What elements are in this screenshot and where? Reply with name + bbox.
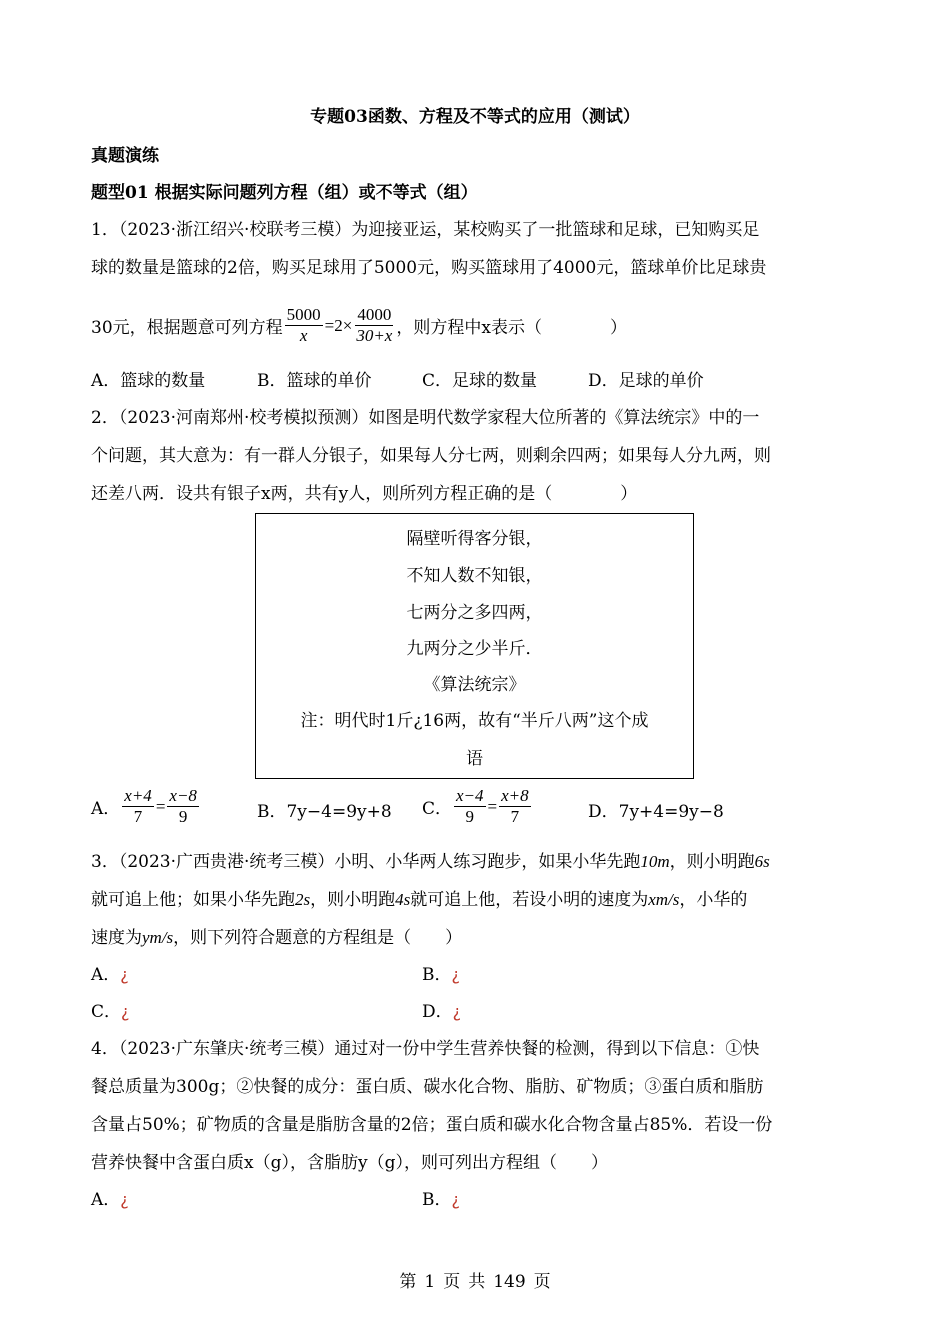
q3-line-2-c: 就可追上他，若设小明的速度为 <box>410 890 649 910</box>
q3-option-b[interactable] <box>422 960 460 985</box>
q1-line-3-prefix: 30元，根据题意可列方程 <box>91 318 283 338</box>
q2-option-c-label: C． <box>422 799 453 819</box>
poem-line-1: 隔壁听得客分银， <box>406 529 543 549</box>
q2-c-equals: = <box>487 796 498 816</box>
q3-option-d[interactable] <box>422 997 461 1022</box>
q3-line-1 <box>91 847 770 872</box>
q2-a-frac1-den: 7 <box>133 807 143 826</box>
poem-note: 注：明代时1斤¿16两，故有“半斤八两”这个成 <box>300 711 649 731</box>
page-footer <box>0 1267 950 1292</box>
q1-fraction-2 <box>354 305 394 346</box>
q1-fraction-1 <box>285 305 323 346</box>
q1-line-3-suffix: ，则方程中x表示（ ） <box>396 318 627 338</box>
poem-line-2: 不知人数不知银， <box>406 566 543 586</box>
q4-option-a[interactable] <box>91 1185 129 1210</box>
q2-line-2: 个问题，其大意为：有一群人分银子，如果每人分七两，则剩余四两；如果每人分九两，则 <box>91 446 771 466</box>
q3-option-a-placeholder: ¿ <box>120 965 129 984</box>
q3-line-2-math-3: xm/s <box>648 890 680 909</box>
q2-option-a[interactable] <box>91 786 201 827</box>
footer-ye-2: 页 <box>533 1272 551 1292</box>
footer-gong: 共 <box>468 1272 486 1292</box>
question-type-heading: 题型01 根据实际问题列方程（组）或不等式（组） <box>91 183 478 203</box>
q2-c-fraction-1 <box>454 786 486 827</box>
q3-line-3-math: ym/s <box>142 928 174 947</box>
q1-option-b[interactable]: B．篮球的单价 <box>257 371 372 391</box>
q1-line-2: 球的数量是篮球的2倍，购买足球用了5000元，购买篮球用了4000元，篮球单价比足球贵 <box>91 258 767 278</box>
q2-a-frac2-den: 9 <box>178 807 188 826</box>
q3-option-c[interactable] <box>91 997 130 1022</box>
q2-line-3: 还差八两．设共有银子x两，共有y人，则所列方程正确的是（ ） <box>91 484 638 504</box>
q3-line-3 <box>91 923 462 948</box>
q1-frac1-denominator: x <box>299 326 308 345</box>
q2-a-fraction-1 <box>122 786 154 827</box>
q4-option-b-label: B． <box>422 1190 452 1210</box>
q2-c-frac2-den: 7 <box>510 807 520 826</box>
q3-line-2-d: ，小华的 <box>679 890 748 910</box>
q2-a-equals: = <box>155 796 166 816</box>
q1-line-3 <box>91 305 627 346</box>
q1-equation-middle: =2× <box>324 315 353 335</box>
q3-line-2 <box>91 885 747 910</box>
q2-c-fraction-2 <box>499 786 531 827</box>
poem-source: 《算法统宗》 <box>423 675 526 695</box>
q1-frac2-numerator: 4000 <box>357 305 392 324</box>
footer-total-pages: 149 <box>493 1272 526 1292</box>
q3-option-b-placeholder: ¿ <box>451 965 460 984</box>
q1-option-a[interactable]: A．篮球的数量 <box>91 371 206 391</box>
q3-option-d-label: D． <box>422 1002 453 1022</box>
poem-line-4: 九两分之少半斤． <box>406 639 543 659</box>
q2-option-d[interactable]: D．7y+4=9y−8 <box>588 802 724 822</box>
q3-line-2-b: ，则小明跑 <box>310 890 396 910</box>
q3-option-a-label: A． <box>91 965 121 985</box>
q4-option-b[interactable] <box>422 1185 460 1210</box>
q3-line-3-a: 速度为 <box>91 928 142 948</box>
q2-a-frac1-num: x+4 <box>124 786 152 805</box>
poem-line-3: 七两分之多四两， <box>406 603 543 623</box>
q2-option-a-label: A． <box>91 799 121 819</box>
q4-option-b-placeholder: ¿ <box>451 1190 460 1209</box>
poem-box <box>255 513 694 779</box>
q4-line-3: 含量占50%；矿物质的含量是脂肪含量的2倍；蛋白质和碳水化合物含量占85%．若设一份 <box>91 1115 773 1135</box>
q2-c-frac1-den: 9 <box>465 807 475 826</box>
q4-line-1: 4．（2023·广东肇庆·统考三模）通过对一份中学生营养快餐的检测，得到以下信息：①快 <box>91 1039 760 1059</box>
q3-option-b-label: B． <box>422 965 452 985</box>
poem-note-end: 语 <box>466 749 483 769</box>
q3-line-1-math-1: 10m <box>640 852 670 871</box>
q2-option-c[interactable] <box>422 786 533 827</box>
q3-line-3-b: ，则下列符合题意的方程组是（ ） <box>173 928 463 948</box>
q1-option-d[interactable]: D．足球的单价 <box>588 371 704 391</box>
q4-option-a-label: A． <box>91 1190 121 1210</box>
q2-option-b[interactable]: B．7y−4=9y+8 <box>257 802 392 822</box>
q3-option-c-label: C． <box>91 1002 122 1022</box>
q3-option-a[interactable] <box>91 960 129 985</box>
q1-frac2-denominator: 30+x <box>356 326 393 345</box>
q3-line-2-math-2: 4s <box>395 890 411 909</box>
footer-page-number: 1 <box>424 1272 436 1292</box>
q1-frac1-numerator: 5000 <box>286 305 321 324</box>
q4-line-2: 餐总质量为300g；②快餐的成分：蛋白质、碳水化合物、脂肪、矿物质；③蛋白质和脂肪 <box>91 1077 764 1097</box>
q3-option-d-placeholder: ¿ <box>452 1002 462 1021</box>
q3-line-1-math-2: 6s <box>754 852 770 871</box>
q3-line-1-a: 3．（2023·广西贵港·统考三模）小明、小华两人练习跑步，如果小华先跑 <box>91 852 641 872</box>
q1-line-1: 1．（2023·浙江绍兴·校联考三模）为迎接亚运，某校购买了一批篮球和足球，已知购买足 <box>91 220 760 240</box>
footer-ye-1: 页 <box>443 1272 461 1292</box>
q4-option-a-placeholder: ¿ <box>120 1190 129 1209</box>
q1-option-c[interactable]: C．足球的数量 <box>422 371 538 391</box>
section-heading: 真题演练 <box>91 146 159 166</box>
q3-line-2-math-1: 2s <box>295 890 311 909</box>
q3-line-2-a: 就可追上他；如果小华先跑 <box>91 890 295 910</box>
q2-line-1: 2．（2023·河南郑州·校考模拟预测）如图是明代数学家程大位所著的《算法统宗》中的一 <box>91 408 760 428</box>
page-title: 专题03函数、方程及不等式的应用（测试） <box>310 107 640 127</box>
q2-a-fraction-2 <box>167 786 199 827</box>
q2-a-frac2-num: x−8 <box>169 786 197 805</box>
q3-line-1-b: ，则小明跑 <box>669 852 755 872</box>
q3-option-c-placeholder: ¿ <box>121 1002 130 1021</box>
q4-line-4: 营养快餐中含蛋白质x（g），含脂肪y（g），则可列出方程组（ ） <box>91 1153 608 1173</box>
q2-c-frac1-num: x−4 <box>456 786 484 805</box>
q2-c-frac2-num: x+8 <box>501 786 529 805</box>
footer-di: 第 <box>399 1272 417 1292</box>
